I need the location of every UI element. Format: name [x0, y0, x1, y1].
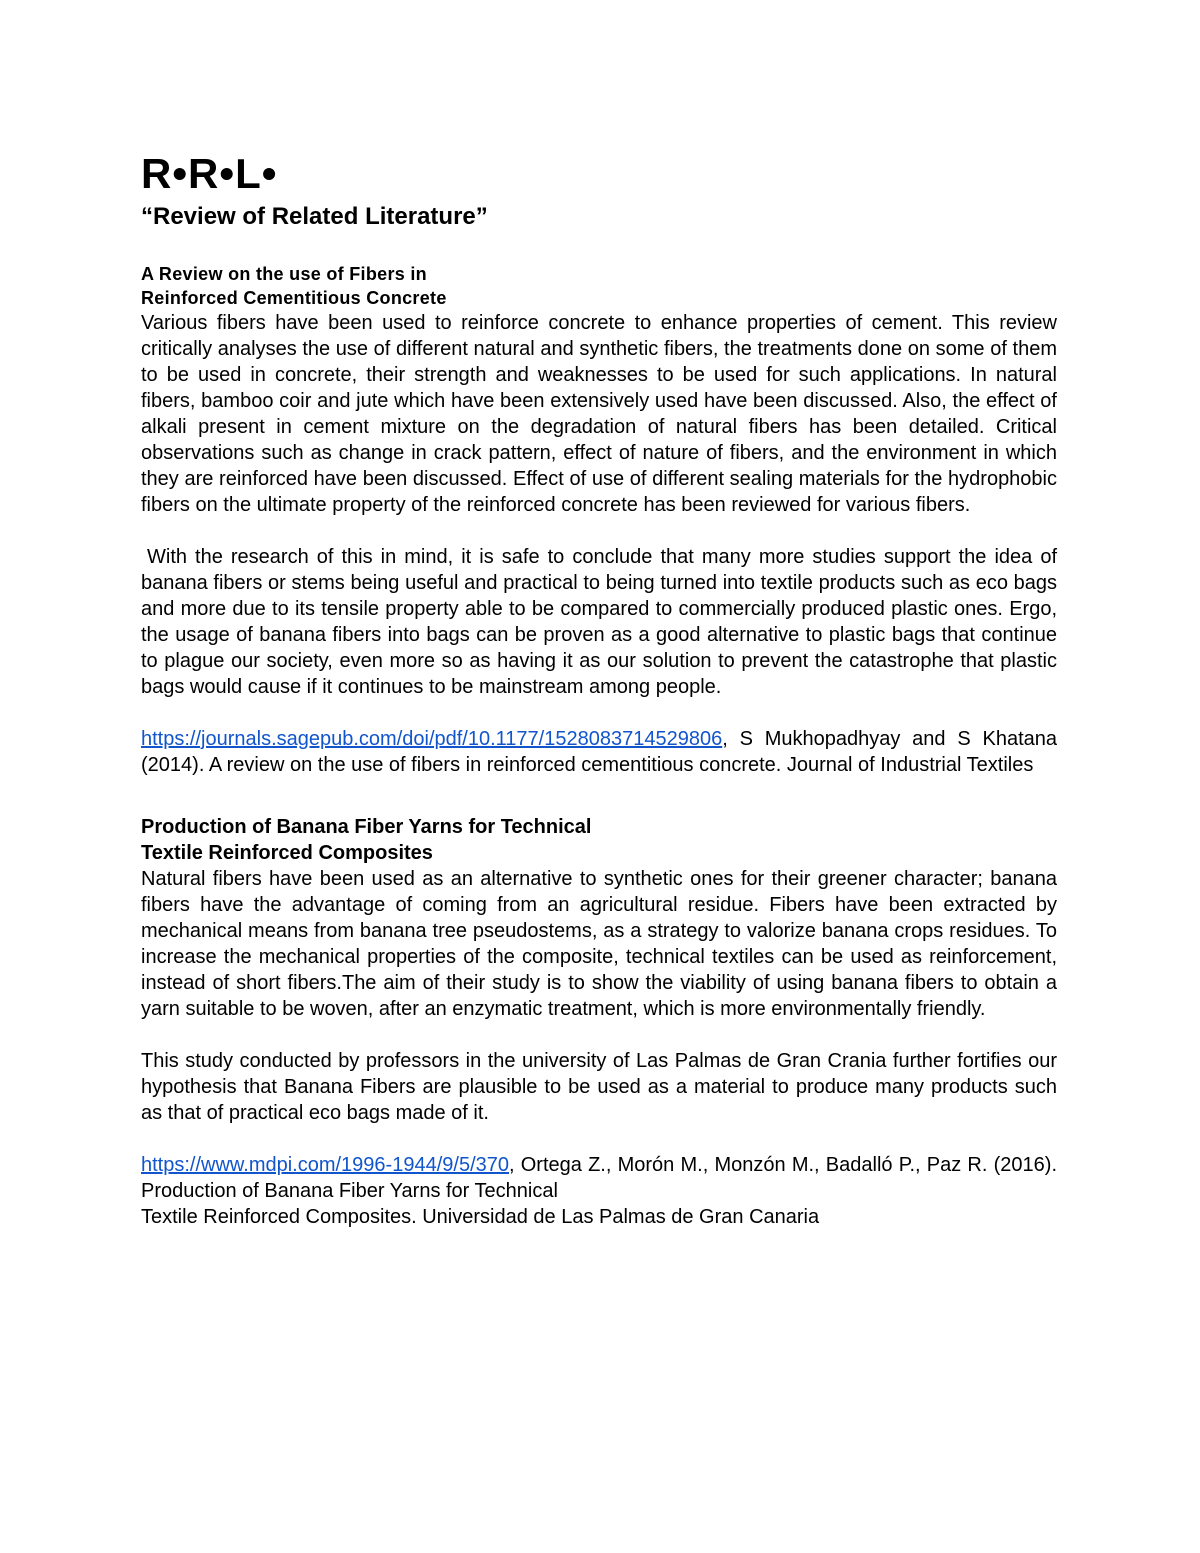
section-1-abstract: Various fibers have been used to reinforce concrete to enhance properties of cement. This review critically analyses the use of different natural and synthetic fibers, the treatments done on some of them to be used in concrete, their strength and weaknesses to be used for such applications. In natural fibers, bamboo coir and jute which have been extensively used have been discussed. Also, the effect of alkali present in cement mixture on the degradation of natural fibers has been detailed. Critical observations such as change in crack pattern, effect of nature of fibers, and the environment in which they are reinforced have been discussed. Effect of use of different sealing materials for the hydrophobic fibers on the ultimate property of the reinforced concrete has been reviewed for various fibers.: [141, 312, 1057, 516]
document-subtitle: “Review of Related Literature”: [141, 203, 488, 230]
document-title: R•R•L•: [141, 150, 278, 197]
section-2-abstract: Natural fibers have been used as an alternative to synthetic ones for their greener character; banana fibers have the advantage of coming from an agricultural residue. Fibers have been extracted by mechanical means from banana tree pseudostems, as a strategy to valorize banana crops residues. To increase the mechanical properties of the composite, technical textiles can be used as reinforcement, instead of short fibers.The aim of their study is to show the viability of using banana fibers to obtain a yarn suitable to be woven, after an enzymatic treatment, which is more environmentally friendly.: [141, 868, 1057, 1020]
section-2-reference: [141, 1152, 1057, 1230]
section-1-reference-citation: , S Mukhopadhyay and S Khatana (2014). A review on the use of fibers in reinforced cementitious concrete. Journal of Industrial Textiles: [141, 728, 1057, 776]
section-2-heading-line-1: Production of Banana Fiber Yarns for Technical: [141, 816, 592, 838]
section-1-analysis: With the research of this in mind, it is safe to conclude that many more studies support the idea of banana fibers or stems being useful and practical to being turned into textile products such as eco bags and more due to its tensile property able to be compared to commercially produced plastic ones. Ergo, the usage of banana fibers into bags can be proven as a good alternative to plastic bags that continue to plague our society, even more so as having it as our solution to prevent the catastrophe that plastic bags would cause if it continues to be mainstream among people.: [141, 546, 1057, 698]
section-2-reference-link[interactable]: https://www.mdpi.com/1996-1944/9/5/370: [141, 1154, 509, 1176]
section-2-heading: [141, 814, 1057, 866]
section-1-heading-line-2: Reinforced Cementitious Concrete: [141, 288, 447, 308]
section-2-heading-line-2: Textile Reinforced Composites: [141, 842, 433, 864]
section-1-heading-line-1: A Review on the use of Fibers in: [141, 264, 427, 284]
document-page: [141, 150, 1057, 1230]
section-2-reference-citation: , Ortega Z., Morón M., Monzón M., Badalló P., Paz R. (2016). Production of Banana Fiber Yarns for Technical: [141, 1154, 1057, 1202]
section-2-analysis: This study conducted by professors in the university of Las Palmas de Gran Crania further fortifies our hypothesis that Banana Fibers are plausible to be used as a material to produce many products such as that of practical eco bags made of it.: [141, 1050, 1057, 1124]
section-1-reference-link[interactable]: https://journals.sagepub.com/doi/pdf/10.1177/1528083714529806: [141, 728, 723, 750]
section-1-heading: [141, 262, 1057, 310]
section-2-reference-citation-line-2: Textile Reinforced Composites. Universidad de Las Palmas de Gran Canaria: [141, 1206, 820, 1228]
section-1-reference: [141, 726, 1057, 778]
review-section-1: [141, 262, 1057, 778]
review-section-2: [141, 814, 1057, 1230]
